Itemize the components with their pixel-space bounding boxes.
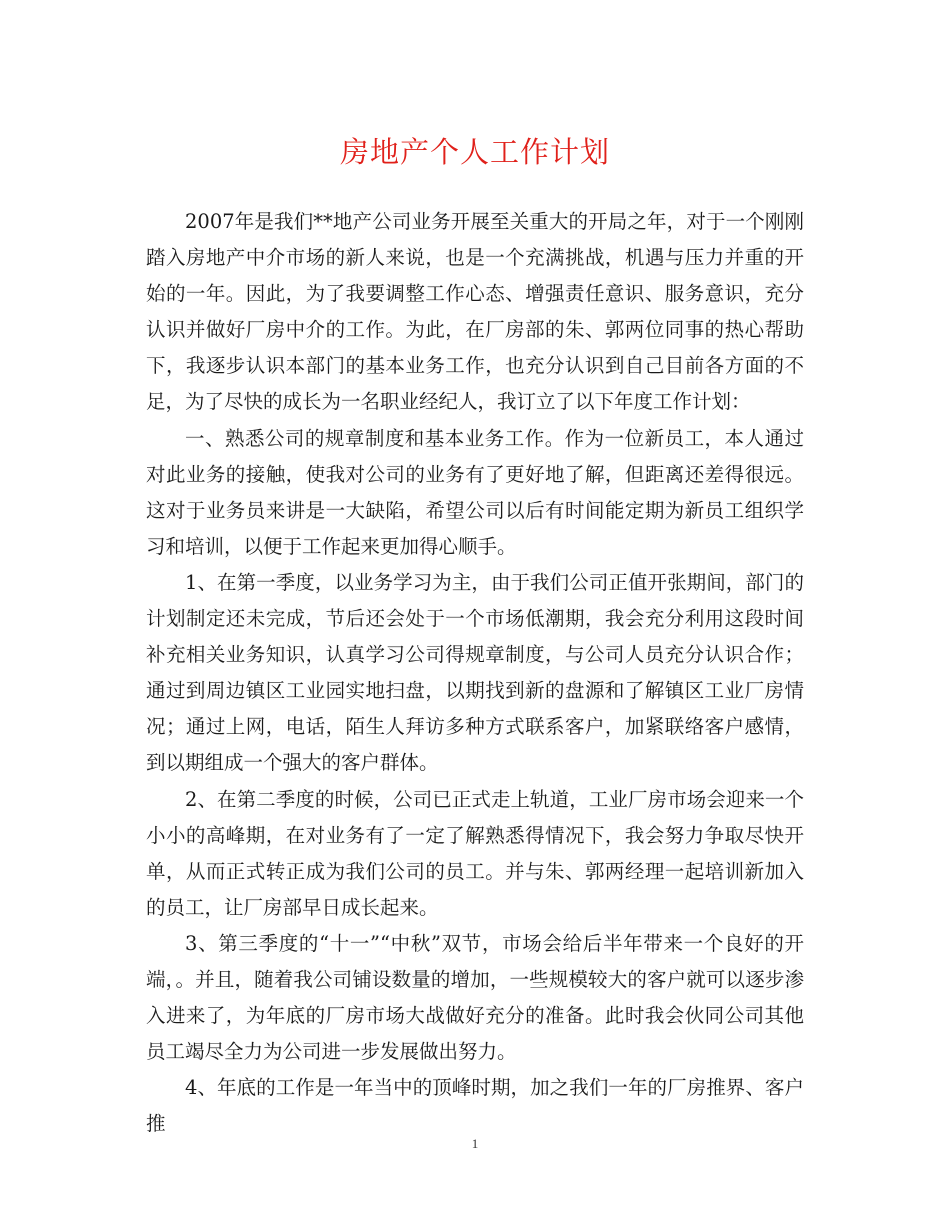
page-title: 房地产个人工作计划	[339, 135, 610, 169]
paragraph-intro: 2007年是我们**地产公司业务开展至关重大的开局之年，对于一个刚刚踏入房地产中介市场的新人来说，也是一个充满挑战，机遇与压力并重的开始的一年。因此，为了我要调整工作心态、增强责任意识、服务意识，充分认识并做好厂房中介的工作。为此，在厂房部的朱、郭两位同事的热心帮助下，我逐步认识本部门的基本业务工作，也充分认识到自己目前各方面的不足，为了尽快的成长为一名职业经纪人，我订立了以下年度工作计划：	[146, 210, 804, 414]
paragraph-q1: 1、在第一季度，以业务学习为主，由于我们公司正值开张期间，部门的计划制定还未完成，节后还会处于一个市场低潮期，我会充分利用这段时间补充相关业务知识，认真学习公司得规章制度，与公司人员充分认识合作；通过到周边镇区工业园实地扫盘，以期找到新的盘源和了解镇区工业厂房情况；通过上网，电话，陌生人拜访多种方式联系客户，加紧联络客户感情，到以期组成一个强大的客户群体。	[146, 570, 804, 775]
page-number: 1	[471, 1136, 479, 1151]
paragraph-q3: 3、第三季度的“十一”“中秋”双节，市场会给后半年带来一个良好的开端，。并且，随着我公司铺设数量的增加，一些规模较大的客户就可以逐步渗入进来了，为年底的厂房市场大战做好充分的准备。此时我会伙同公司其他员工竭尽全力为公司进一步发展做出努力。	[146, 931, 804, 1064]
paragraph-year-end: 4、年底的工作是一年当中的顶峰时期，加之我们一年的厂房推界、客户推	[146, 1076, 804, 1136]
paragraph-section-one: 一、熟悉公司的规章制度和基本业务工作。作为一位新员工，本人通过对此业务的接触，使我对公司的业务有了更好地了解，但距离还差得很远。这对于业务员来讲是一大缺陷，希望公司以后有时间能定期为新员工组织学习和培训，以便于工作起来更加得心顺手。	[146, 426, 804, 558]
document-body	[146, 204, 804, 1142]
paragraph-q2: 2、在第二季度的时候，公司已正式走上轨道，工业厂房市场会迎来一个小小的高峰期，在对业务有了一定了解熟悉得情况下，我会努力争取尽快开单，从而正式转正成为我们公司的员工。并与朱、郭两经理一起培训新加入的员工，让厂房部早日成长起来。	[146, 787, 804, 919]
